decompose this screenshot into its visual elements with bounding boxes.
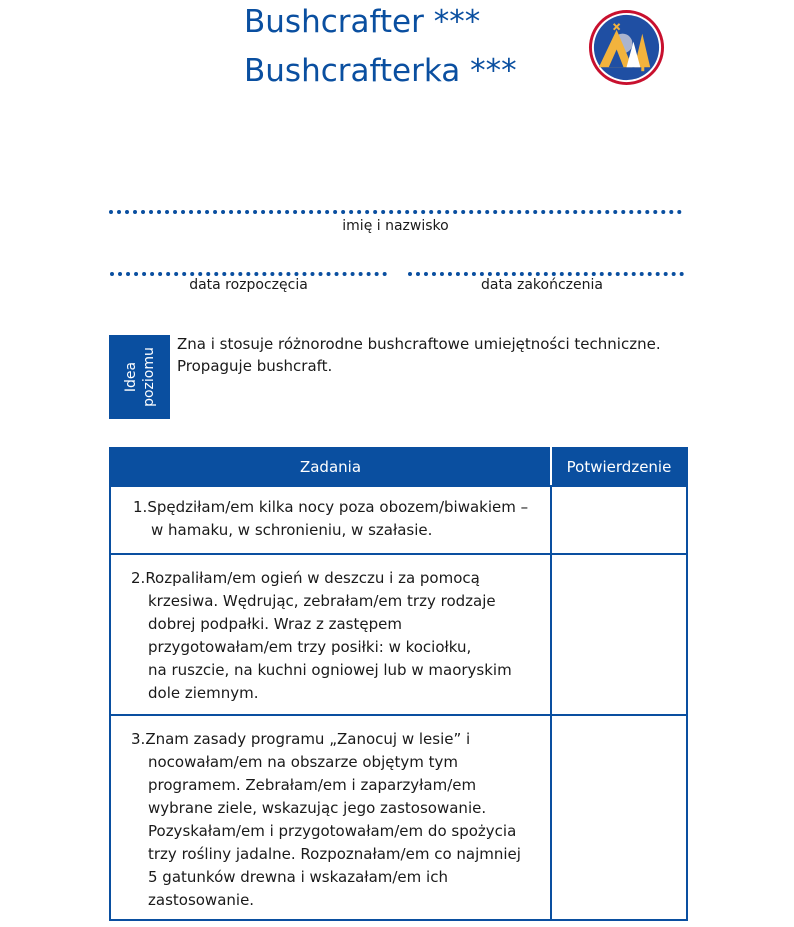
idea-label-line2: poziomu [140, 347, 157, 407]
column-header-tasks: Zadania [110, 448, 551, 486]
task-number: 2. [131, 569, 146, 587]
task-line: Pozyskałam/em i przygotowałam/em do spożycia [148, 822, 517, 840]
task-number: 3. [131, 730, 146, 748]
task-line: nocowałam/em na obszarze objętym tym [148, 753, 458, 771]
task-cell [110, 554, 551, 715]
task-line: programem. Zebrałam/em i zaparzyłam/em [148, 776, 477, 794]
confirmation-cell[interactable] [551, 486, 687, 554]
task-cell [110, 715, 551, 920]
title-bushcrafterka: Bushcrafterka *** [244, 53, 517, 89]
table-row [110, 554, 687, 715]
task-number: 1. [133, 498, 148, 516]
task-line: krzesiwa. Wędrując, zebrałam/em trzy rodzaje [148, 592, 496, 610]
idea-label-line1: Idea [122, 361, 139, 393]
idea-label-box [109, 335, 170, 419]
confirmation-cell[interactable] [551, 715, 687, 920]
task-line: 2.Rozpaliłam/em ogień w deszczu i za pomocą [131, 569, 480, 587]
idea-line: Zna i stosuje różnorodne bushcraftowe umiejętności techniczne. [177, 335, 661, 353]
confirmation-cell[interactable] [551, 554, 687, 715]
title-bushcrafter: Bushcrafter *** [244, 4, 481, 40]
task-line: 3.Znam zasady programu „Zanocuj w lesie” i [131, 730, 471, 748]
column-header-confirmation: Potwierdzenie [551, 448, 687, 486]
name-label: imię i nazwisko [342, 218, 449, 234]
table-row [110, 486, 687, 554]
name-dotted-line[interactable] [109, 210, 682, 214]
table-row [110, 715, 687, 920]
task-line: trzy rośliny jadalne. Rozpoznałam/em co najmniej [148, 845, 521, 863]
task-line: wybrane ziele, wskazując jego zastosowanie. [148, 799, 487, 817]
task-line: dole ziemnym. [148, 684, 259, 702]
task-line: przygotowałam/em trzy posiłki: w kociołku, [148, 638, 472, 656]
task-line: dobrej podpałki. Wraz z zastępem [148, 615, 402, 633]
tasks-table [109, 447, 688, 921]
tent-and-trees-badge-icon [587, 8, 666, 87]
start-date-label: data rozpoczęcia [189, 277, 308, 293]
idea-description [177, 333, 697, 377]
end-date-dotted-line[interactable] [408, 272, 684, 276]
task-cell [110, 486, 551, 554]
idea-line: Propaguje bushcraft. [177, 357, 333, 375]
task-line: w hamaku, w schronieniu, w szałasie. [151, 521, 433, 539]
task-line: 1.Spędziłam/em kilka nocy poza obozem/biwakiem – [133, 498, 529, 516]
task-line: 5 gatunków drewna i wskazałam/em ich [148, 868, 448, 886]
idea-label [122, 347, 158, 407]
start-date-dotted-line[interactable] [110, 272, 387, 276]
end-date-label: data zakończenia [481, 277, 603, 293]
task-line: zastosowanie. [148, 891, 255, 909]
task-line: na ruszcie, na kuchni ogniowej lub w maoryskim [148, 661, 512, 679]
